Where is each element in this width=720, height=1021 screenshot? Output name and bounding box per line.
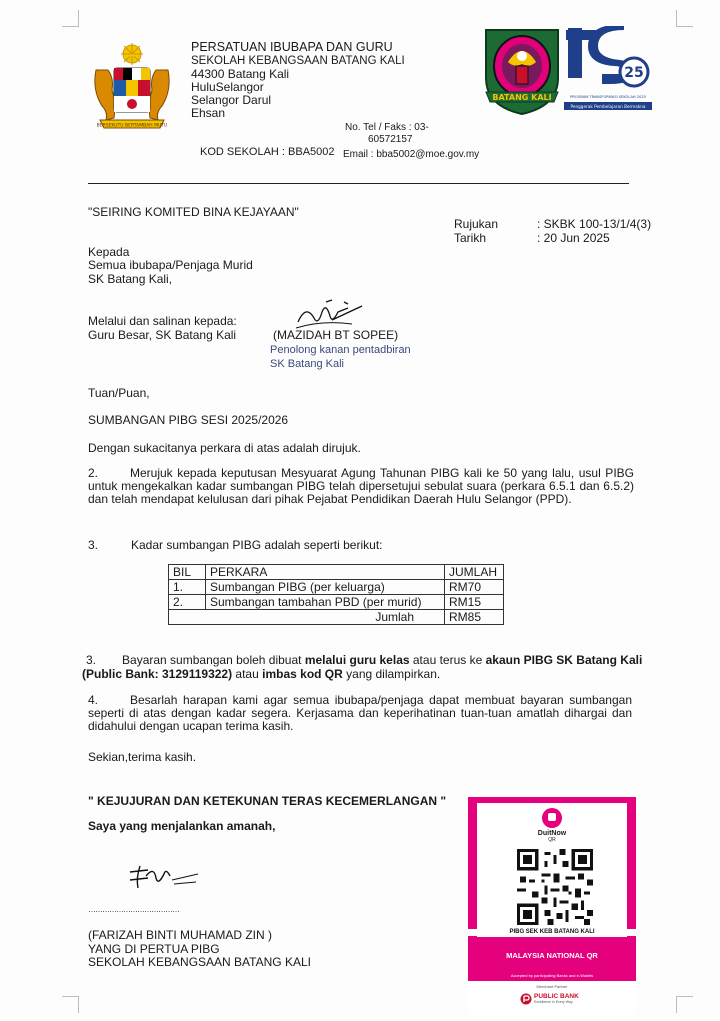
closing: Sekian,terima kasih. [88, 750, 197, 764]
rujukan-label: Rujukan [454, 217, 499, 231]
school-badge-logo [480, 26, 564, 116]
qr-bank-tagline: Excellence In Every Way [534, 1000, 573, 1004]
melalui-line-1: Guru Besar, SK Batang Kali [88, 328, 237, 342]
qr-inner-panel [477, 803, 627, 937]
corner-mark-bottom-left [62, 996, 79, 1013]
qr-bank-name: PUBLIC BANK [534, 993, 579, 1000]
kepada-line-1: Semua ibubapa/Penjaga Murid [88, 258, 253, 272]
school-badge-banner: BATANG KALI [492, 93, 552, 102]
qr-bottom-panel [468, 973, 636, 1015]
address-line-4: Ehsan [191, 106, 226, 120]
school-code: KOD SEKOLAH : BBA5002 [200, 146, 335, 158]
ts25-number: 25 [624, 65, 644, 81]
signature-dotted-line: ………………………………… [88, 905, 179, 914]
total-value: RM85 [445, 610, 504, 625]
para3b-part-3: atau terus ke [409, 653, 486, 667]
qr-merchant-label: Merchant Partner [536, 984, 568, 989]
para3b-part-6: atau [232, 667, 263, 681]
para2-text [88, 467, 634, 506]
duitnow-qr-card [468, 797, 636, 1015]
para3b-part-2: melalui guru kelas [304, 653, 410, 667]
crest-banner-text: BERSEKUTU BERTAMBAH MUTU [96, 123, 168, 129]
melalui-title-1: Penolong kanan pentadbiran [270, 344, 411, 356]
intro-paragraph: Dengan sukacitanya perkara di atas adalah dirujuk. [88, 441, 361, 455]
para2-body: Merujuk kepada keputusan Mesyuarat Agung Tahunan PIBG kali ke 50 yang lalu, usul PIBG untuk mengekalkan kadar sumbangan PIBG telah dipersetujui sebulat suara (perkara 6.5.1 dan 6.5.2) dan telah mendapat kelulusan dari pihak Pejabat Pendidikan Daerah Hulu Selangor (PPD). [88, 466, 634, 506]
signer-school: SEKOLAH KEBANGSAAN BATANG KALI [88, 955, 311, 969]
duitnow-brand: DuitNow [537, 830, 567, 837]
school-email: Email : bba5002@moe.gov.my [343, 149, 480, 160]
header-rule [88, 183, 629, 184]
para3b-text [82, 653, 672, 681]
row1-perkara: Sumbangan PIBG (per keluarga) [206, 580, 445, 595]
melalui-label: Melalui dan salinan kepada: [88, 314, 237, 328]
para4-number: 4. [88, 693, 99, 707]
row1-jumlah: RM70 [445, 580, 504, 595]
para3b-part-1: Bayaran sumbangan boleh dibuat [122, 653, 305, 667]
corner-mark-top-left [62, 10, 79, 27]
para2-number: 2. [88, 466, 99, 480]
qr-account-name: PIBG SEK KEB BATANG KALI [468, 929, 636, 936]
row2-jumlah: RM15 [445, 595, 504, 610]
signer-name: (FARIZAH BINTI MUHAMAD ZIN ) [88, 928, 272, 942]
qr-banner: MALAYSIA NATIONAL QR [506, 951, 598, 960]
motto-top: "SEIRING KOMITED BINA KEJAYAAN" [88, 205, 299, 219]
row1-bil: 1. [169, 580, 206, 595]
address-line-2: HuluSelangor [191, 80, 264, 94]
duitnow-brand-sub: QR [548, 837, 556, 843]
phone-label: No. Tel / Faks : 03- [345, 122, 429, 133]
tarikh-value: : 20 Jun 2025 [537, 231, 610, 245]
para3b-part-8: yang dilampirkan. [342, 667, 441, 681]
corner-mark-top-right [676, 10, 693, 27]
duitnow-logo-icon [540, 807, 564, 829]
address-line-3: Selangor Darul [191, 93, 272, 107]
para4-body: Besarlah harapan kami agar semua ibubapa/penjaga dapat membuat bayaran sumbangan seperti di atas dengan kadar segera. Kerjasama dan keperihatinan tuan-tuan amatlah dihargai dan didahului dengan ucapan terima kasih. [88, 693, 632, 733]
tarikh-label: Tarikh [454, 231, 487, 245]
kepada-line-2: SK Batang Kali, [88, 272, 173, 286]
motto-bottom: " KEJUJURAN DAN KETEKUNAN TERAS KECEMERLANGAN " [88, 794, 447, 808]
subject: SUMBANGAN PIBG SESI 2025/2026 [88, 413, 289, 427]
salutation: Tuan/Puan, [88, 386, 150, 400]
para3-text: Kadar sumbangan PIBG adalah seperti berikut: [131, 538, 383, 552]
para3b-part-5: (Public Bank: 3129119322) [82, 667, 233, 681]
para3b-number: 3. [86, 653, 97, 667]
ts25-tagline-2: Penggerak Pembelajaran Bermakna [570, 104, 646, 109]
header-perkara: PERKARA [206, 565, 445, 580]
para3-number: 3. [88, 538, 99, 552]
table-row [169, 580, 504, 595]
corner-mark-bottom-right [676, 996, 693, 1013]
signature-farizah [126, 860, 202, 894]
address-line-1: 44300 Batang Kali [191, 67, 290, 81]
signoff: Saya yang menjalankan amanah, [88, 819, 276, 833]
row2-perkara: Sumbangan tambahan PBD (per murid) [206, 595, 445, 610]
para3b-part-7: imbas kod QR [262, 667, 343, 681]
header-bil: BIL [169, 565, 206, 580]
signer-title: YANG DI PERTUA PIBG [88, 942, 220, 956]
ts25-logo [562, 26, 654, 118]
kepada-label: Kepada [88, 245, 130, 259]
fee-table [168, 564, 504, 625]
qr-accepted-text: Accepted by participating Banks and e-Wallets [510, 973, 594, 978]
ts25-tagline-1: PROGRAM TRANSFORMASI SEKOLAH 2025 [570, 95, 646, 99]
para3b-part-4: akaun PIBG SK Batang Kali [485, 653, 643, 667]
signature-mazidah [292, 298, 372, 332]
row2-bil: 2. [169, 595, 206, 610]
coat-of-arms-logo [86, 40, 178, 132]
total-label: Jumlah [206, 610, 445, 625]
qr-code-icon [517, 849, 593, 925]
table-row [169, 595, 504, 610]
header-jumlah: JUMLAH [445, 565, 504, 580]
phone-number: 60572157 [368, 134, 413, 145]
table-total-row [169, 610, 504, 625]
table-header-row [169, 565, 504, 580]
melalui-title-2: SK Batang Kali [270, 358, 344, 370]
para4-text [88, 694, 632, 733]
org-name: PERSATUAN IBUBAPA DAN GURU [191, 40, 393, 54]
school-name: SEKOLAH KEBANGSAAN BATANG KALI [191, 55, 405, 67]
rujukan-value: : SKBK 100-13/1/4(3) [537, 217, 652, 231]
melalui-signatory: (MAZIDAH BT SOPEE) [273, 328, 399, 342]
public-bank-logo-icon [520, 993, 532, 1005]
